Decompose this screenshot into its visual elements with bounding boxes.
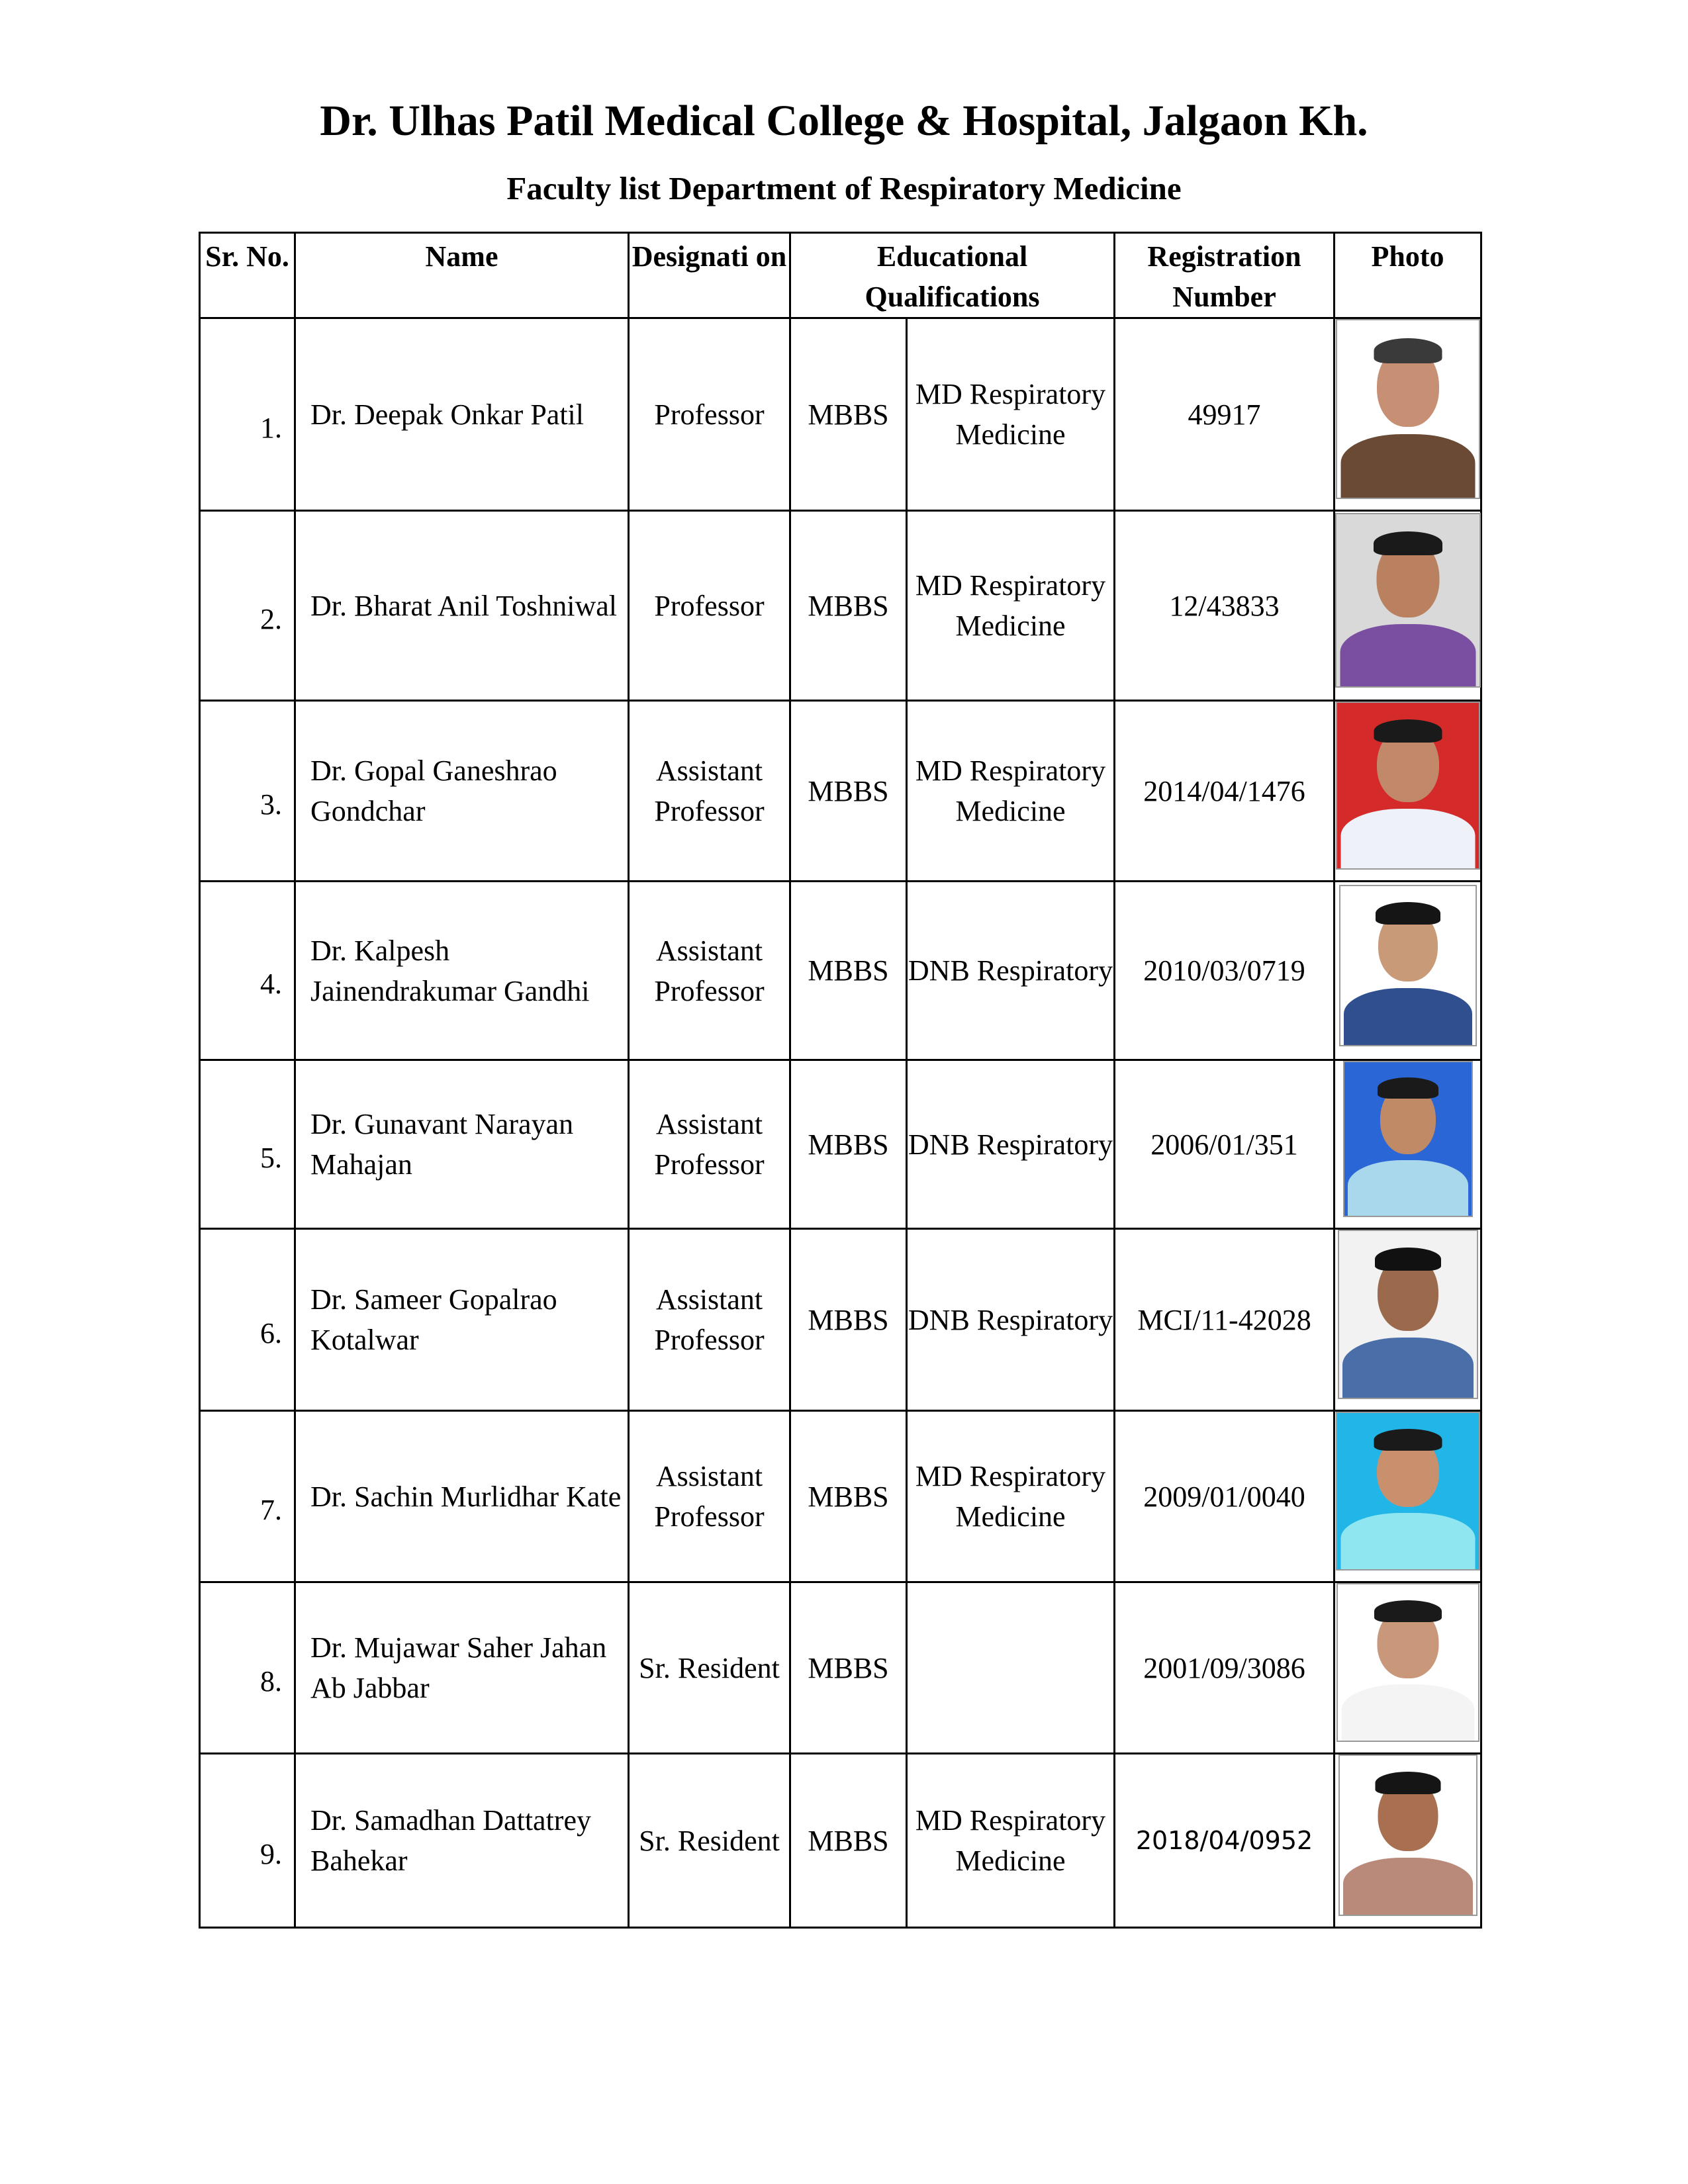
sr-no-cell-text: 2. bbox=[260, 602, 282, 635]
degree-cell: MBBS bbox=[790, 882, 907, 1060]
registration-cell: 2009/01/0040 bbox=[1115, 1411, 1335, 1582]
sr-no-cell-text: 1. bbox=[260, 411, 282, 444]
registration-cell: 2018/04/0952 bbox=[1115, 1754, 1335, 1928]
name-cell: Dr. Bharat Anil Toshniwal bbox=[295, 511, 629, 701]
header-registration: Registration Number bbox=[1115, 233, 1335, 318]
sr-no-cell bbox=[200, 318, 295, 511]
header-photo: Photo bbox=[1335, 233, 1481, 318]
specialization-cell: DNB Respiratory bbox=[907, 882, 1115, 1060]
photo-hair bbox=[1374, 1429, 1442, 1451]
page-subtitle: Faculty list Department of Respiratory Medicine bbox=[506, 170, 1182, 206]
photo-hair bbox=[1374, 531, 1442, 555]
photo-cell bbox=[1335, 1060, 1481, 1229]
photo-hair bbox=[1374, 1600, 1442, 1622]
name-cell: Dr. Kalpesh Jainendrakumar Gandhi bbox=[295, 882, 629, 1060]
table-row bbox=[200, 1060, 1481, 1229]
registration-cell: MCI/11-42028 bbox=[1115, 1229, 1335, 1411]
specialization-cell: MD Respiratory Medicine bbox=[907, 318, 1115, 511]
table-row bbox=[200, 511, 1481, 701]
degree-cell: MBBS bbox=[790, 1582, 907, 1754]
degree-cell: MBBS bbox=[790, 318, 907, 511]
photo-hair bbox=[1376, 902, 1440, 925]
photo-shoulders bbox=[1342, 1338, 1474, 1398]
degree-cell: MBBS bbox=[790, 1754, 907, 1928]
designation-cell: Assistant Professor bbox=[629, 1229, 790, 1411]
registration-cell: 2014/04/1476 bbox=[1115, 701, 1335, 882]
faculty-photo bbox=[1336, 319, 1480, 499]
sr-no-cell-text: 9. bbox=[260, 1837, 282, 1870]
header-name: Name bbox=[295, 233, 629, 318]
sr-no-cell bbox=[200, 1754, 295, 1928]
sr-no-cell bbox=[200, 882, 295, 1060]
faculty-photo bbox=[1338, 1754, 1477, 1916]
registration-cell: 2006/01/351 bbox=[1115, 1060, 1335, 1229]
specialization-cell: DNB Respiratory bbox=[907, 1060, 1115, 1229]
table-row bbox=[200, 1411, 1481, 1582]
name-cell: Dr. Gopal Ganeshrao Gondchar bbox=[295, 701, 629, 882]
table-header-row bbox=[200, 233, 1481, 318]
sr-no-cell bbox=[200, 1060, 295, 1229]
photo-hair bbox=[1375, 1772, 1440, 1794]
photo-shoulders bbox=[1348, 1160, 1468, 1216]
designation-cell: Professor bbox=[629, 318, 790, 511]
designation-cell: Professor bbox=[629, 511, 790, 701]
header-qualifications: Educational Qualifications bbox=[790, 233, 1115, 318]
sr-no-cell-text: 8. bbox=[260, 1664, 282, 1698]
degree-cell: MBBS bbox=[790, 1411, 907, 1582]
specialization-cell: MD Respiratory Medicine bbox=[907, 701, 1115, 882]
faculty-photo bbox=[1336, 1583, 1479, 1742]
photo-shoulders bbox=[1340, 1513, 1475, 1569]
designation-cell: Assistant Professor bbox=[629, 701, 790, 882]
table-row bbox=[200, 318, 1481, 511]
photo-cell bbox=[1335, 318, 1481, 511]
header-sr-no: Sr. No. bbox=[200, 233, 295, 318]
faculty-photo bbox=[1343, 1061, 1473, 1217]
faculty-photo bbox=[1338, 1230, 1478, 1399]
header-designation: Designati on bbox=[629, 233, 790, 318]
photo-cell bbox=[1335, 1229, 1481, 1411]
faculty-photo bbox=[1336, 702, 1480, 870]
designation-cell: Assistant Professor bbox=[629, 1060, 790, 1229]
sr-no-cell-text: 5. bbox=[260, 1141, 282, 1174]
sr-no-cell-text: 6. bbox=[260, 1316, 282, 1349]
photo-hair bbox=[1374, 338, 1442, 363]
sr-no-cell bbox=[200, 701, 295, 882]
photo-shoulders bbox=[1340, 624, 1476, 686]
photo-hair bbox=[1375, 1248, 1441, 1271]
photo-cell bbox=[1335, 882, 1481, 1060]
table-row bbox=[200, 1582, 1481, 1754]
sr-no-cell-text: 3. bbox=[260, 788, 282, 821]
specialization-cell bbox=[907, 1582, 1115, 1754]
registration-cell: 2001/09/3086 bbox=[1115, 1582, 1335, 1754]
faculty-photo bbox=[1339, 885, 1477, 1046]
name-cell: Dr. Mujawar Saher Jahan Ab Jabbar bbox=[295, 1582, 629, 1754]
specialization-cell: MD Respiratory Medicine bbox=[907, 1411, 1115, 1582]
designation-cell: Assistant Professor bbox=[629, 1411, 790, 1582]
photo-shoulders bbox=[1341, 1684, 1474, 1741]
designation-cell: Sr. Resident bbox=[629, 1754, 790, 1928]
registration-cell: 12/43833 bbox=[1115, 511, 1335, 701]
designation-cell: Sr. Resident bbox=[629, 1582, 790, 1754]
faculty-photo bbox=[1336, 1412, 1480, 1570]
photo-shoulders bbox=[1344, 988, 1472, 1045]
photo-hair bbox=[1378, 1077, 1438, 1099]
degree-cell: MBBS bbox=[790, 511, 907, 701]
sr-no-cell-text: 4. bbox=[260, 968, 282, 1000]
photo-cell bbox=[1335, 1411, 1481, 1582]
specialization-cell: MD Respiratory Medicine bbox=[907, 511, 1115, 701]
faculty-photo bbox=[1335, 513, 1481, 688]
sr-no-cell bbox=[200, 511, 295, 701]
photo-cell bbox=[1335, 511, 1481, 701]
name-cell: Dr. Sameer Gopalrao Kotalwar bbox=[295, 1229, 629, 1411]
degree-cell: MBBS bbox=[790, 1229, 907, 1411]
table-row bbox=[200, 882, 1481, 1060]
name-cell: Dr. Gunavant Narayan Mahajan bbox=[295, 1060, 629, 1229]
photo-hair bbox=[1374, 719, 1442, 743]
specialization-cell: MD Respiratory Medicine bbox=[907, 1754, 1115, 1928]
faculty-table bbox=[199, 232, 1482, 1929]
sr-no-cell bbox=[200, 1229, 295, 1411]
degree-cell: MBBS bbox=[790, 1060, 907, 1229]
photo-cell bbox=[1335, 701, 1481, 882]
degree-cell: MBBS bbox=[790, 701, 907, 882]
sr-no-cell bbox=[200, 1582, 295, 1754]
photo-shoulders bbox=[1340, 809, 1475, 868]
designation-cell: Assistant Professor bbox=[629, 882, 790, 1060]
page-title: Dr. Ulhas Patil Medical College & Hospital, Jalgaon Kh. bbox=[320, 97, 1368, 145]
name-cell: Dr. Deepak Onkar Patil bbox=[295, 318, 629, 511]
photo-shoulders bbox=[1340, 434, 1475, 498]
name-cell: Dr. Sachin Murlidhar Kate bbox=[295, 1411, 629, 1582]
table-row bbox=[200, 1754, 1481, 1928]
sr-no-cell bbox=[200, 1411, 295, 1582]
photo-cell bbox=[1335, 1582, 1481, 1754]
name-cell: Dr. Samadhan Dattatrey Bahekar bbox=[295, 1754, 629, 1928]
photo-cell bbox=[1335, 1754, 1481, 1928]
table-row bbox=[200, 701, 1481, 882]
registration-cell: 49917 bbox=[1115, 318, 1335, 511]
registration-cell: 2010/03/0719 bbox=[1115, 882, 1335, 1060]
specialization-cell: DNB Respiratory bbox=[907, 1229, 1115, 1411]
photo-shoulders bbox=[1343, 1858, 1473, 1915]
table-row bbox=[200, 1229, 1481, 1411]
sr-no-cell-text: 7. bbox=[260, 1493, 282, 1526]
